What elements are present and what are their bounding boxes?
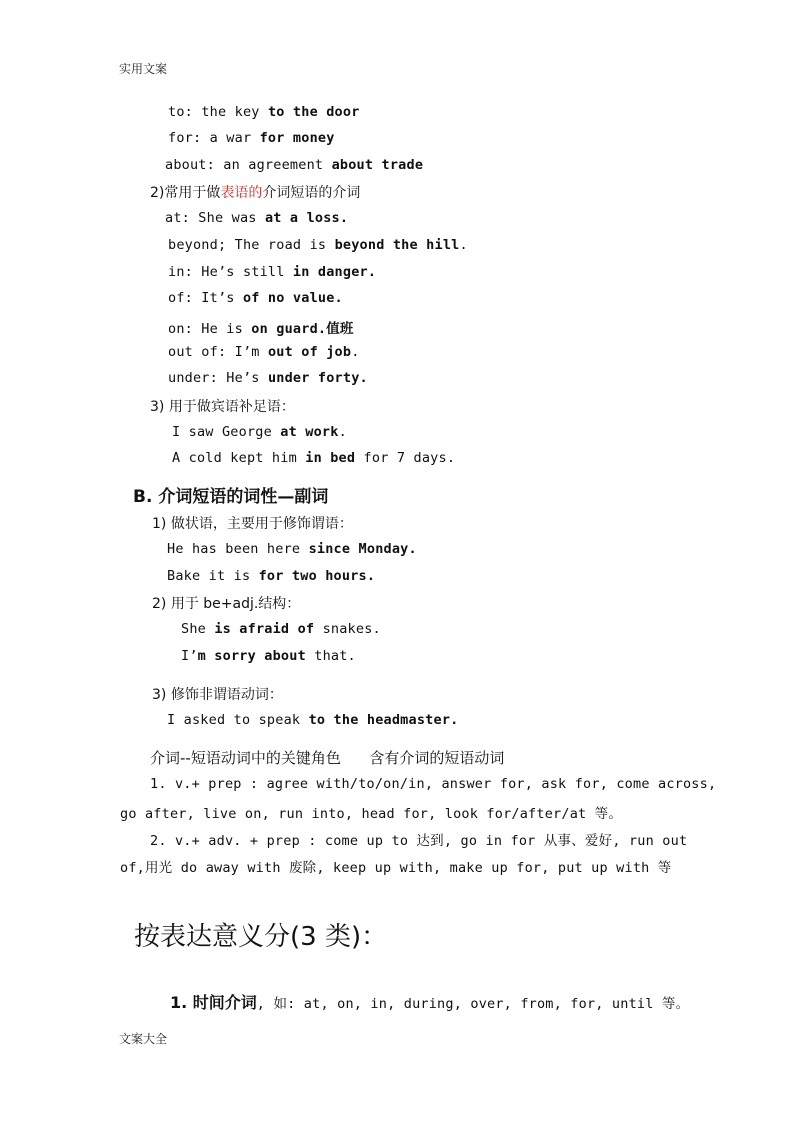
example-bold: for money	[259, 130, 335, 146]
example-line	[165, 157, 423, 173]
example-plain: for 7 days.	[355, 450, 456, 466]
example-plain: out of: I’m	[168, 344, 268, 360]
example-plain: that.	[305, 648, 356, 664]
highlight-text: 表语的	[220, 185, 263, 201]
example-line	[172, 424, 347, 440]
example-line	[168, 290, 343, 306]
example-bold: to the headmaster.	[308, 712, 459, 728]
example-line	[168, 237, 468, 253]
example-bold: m sorry about	[197, 648, 306, 664]
example-line	[168, 370, 368, 386]
example-line	[172, 450, 455, 466]
paragraph-line: of,用光 do away with 废除, keep up with, make up for, put up with 等	[120, 860, 672, 876]
paragraph-line: 1. v.+ prep : agree with/to/on/in, answer for, ask for, come across,	[150, 776, 717, 792]
example-line	[168, 104, 360, 120]
example-bold: for two hours.	[258, 568, 376, 584]
example-plain: She	[181, 621, 215, 637]
example-plain: .	[459, 237, 468, 253]
example-line	[181, 621, 381, 637]
time-prep-line	[170, 990, 689, 1013]
example-bold: on guard.值班	[251, 321, 354, 337]
example-plain: .	[338, 424, 347, 440]
example-bold: out of job	[267, 344, 352, 360]
example-line	[181, 648, 356, 664]
example-plain: snakes.	[314, 621, 381, 637]
example-bold: of no value.	[242, 290, 343, 306]
paragraph-line: go after, live on, run into, head for, look for/after/at 等。	[120, 806, 623, 822]
example-line	[167, 568, 375, 584]
example-plain: .	[351, 344, 360, 360]
example-plain: of: It’s	[168, 290, 243, 306]
subsection-heading: 3) 修饰非谓语动词：	[152, 687, 283, 703]
example-bold: in danger.	[292, 264, 377, 280]
example-plain: for: a war	[168, 130, 260, 146]
page-header: 实用文案	[119, 62, 168, 76]
example-plain: A cold kept him	[172, 450, 306, 466]
example-plain: I asked to speak	[167, 712, 309, 728]
example-plain: beyond; The road is	[168, 237, 335, 253]
example-line	[167, 541, 417, 557]
example-plain: to: the key	[168, 104, 268, 120]
example-bold: in bed	[305, 450, 356, 466]
example-plain: in: He’s still	[168, 264, 293, 280]
subsection-text: 介词短语的介词	[262, 185, 361, 201]
subsection-heading	[150, 182, 360, 202]
example-bold: is afraid of	[214, 621, 315, 637]
example-plain: about: an agreement	[165, 157, 332, 173]
example-line	[168, 130, 335, 146]
example-bold: about trade	[331, 157, 424, 173]
example-bold: at a loss.	[264, 210, 349, 226]
section-heading-b: B. 介词短语的词性—副词	[133, 487, 329, 507]
time-prep-heading: 1. 时间介词	[170, 993, 257, 1012]
phrasal-verb-intro: 介词--短语动词中的关键角色 含有介词的短语动词	[150, 749, 505, 767]
example-line	[168, 344, 360, 360]
page-footer: 文案大全	[119, 1032, 168, 1046]
example-plain: Bake it is	[167, 568, 259, 584]
example-bold: beyond the hill	[334, 237, 460, 253]
example-plain: He has been here	[167, 541, 309, 557]
subsection-heading: 2) 用于 be+adj.结构：	[152, 596, 301, 612]
example-bold: under forty.	[267, 370, 368, 386]
example-plain: on: He is	[168, 321, 252, 337]
example-line	[165, 210, 348, 226]
subsection-text: 2)常用于做	[150, 185, 221, 201]
big-heading: 按表达意义分(3 类)：	[134, 922, 388, 952]
example-line	[168, 317, 354, 337]
example-bold: at work	[280, 424, 339, 440]
paragraph-line: 2. v.+ adv. + prep : come up to 达到, go in for 从事、爱好, run out	[150, 833, 688, 849]
example-bold: to the door	[267, 104, 360, 120]
subsection-heading: 3) 用于做宾语补足语：	[150, 399, 295, 415]
example-plain: I’	[181, 648, 198, 664]
example-line	[167, 712, 458, 728]
example-line	[168, 264, 376, 280]
example-plain: under: He’s	[168, 370, 268, 386]
example-plain: at: She was	[165, 210, 265, 226]
subsection-heading: 1) 做状语，主要用于修饰谓语：	[152, 516, 353, 532]
example-bold: since Monday.	[308, 541, 417, 557]
time-prep-list: , 如: at, on, in, during, over, from, for, until 等。	[256, 996, 690, 1012]
example-plain: I saw George	[172, 424, 281, 440]
